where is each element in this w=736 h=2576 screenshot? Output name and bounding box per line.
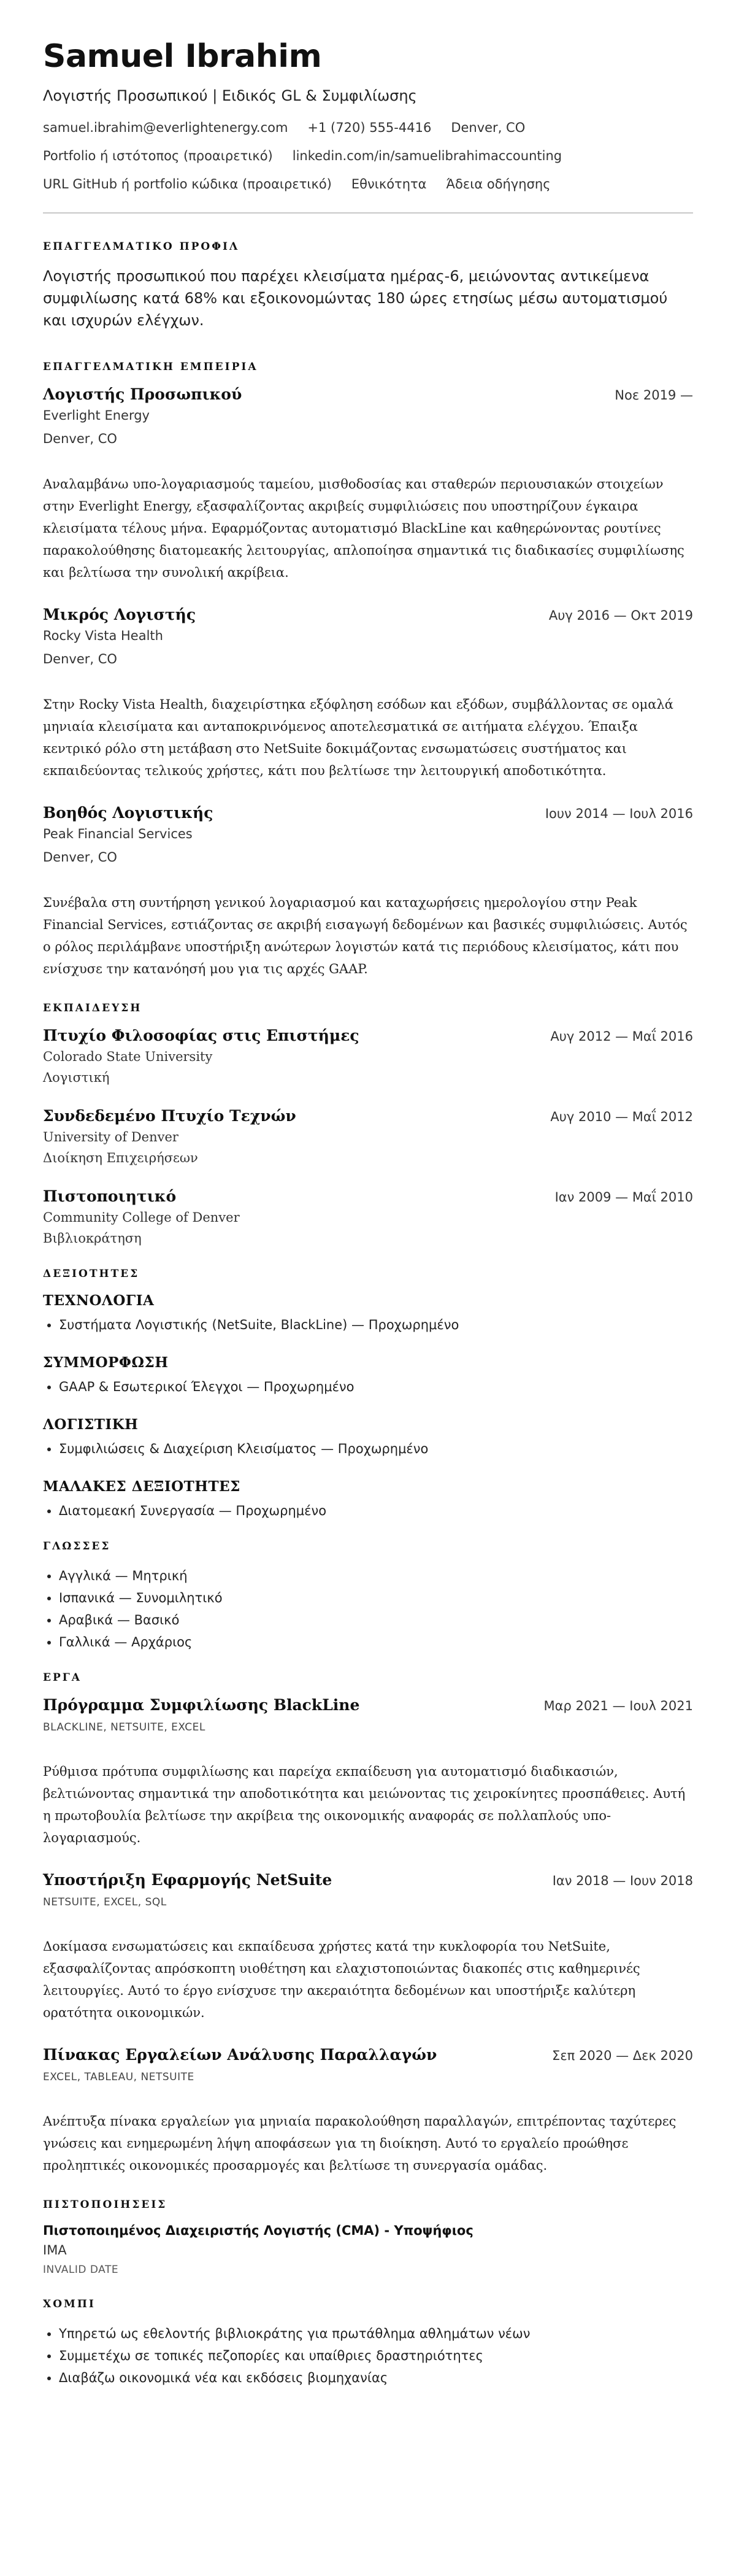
education-dates: Αυγ 2012 — Μαΐ 2016 bbox=[550, 1029, 693, 1044]
language-item: • Αραβικά — Βασικό bbox=[59, 1609, 693, 1631]
education-dates: Ιαν 2009 — Μαΐ 2010 bbox=[554, 1190, 693, 1205]
project-tech: EXCEL, TABLEAU, NETSUITE bbox=[43, 2071, 194, 2083]
job-location: Denver, CO bbox=[43, 652, 117, 666]
job-location: Denver, CO bbox=[43, 431, 117, 446]
experience-entry bbox=[43, 606, 693, 782]
header-divider bbox=[43, 212, 693, 214]
projects-title: ΕΡΓΑ bbox=[43, 1672, 82, 1684]
project-description: Ρύθμισα πρότυπα συμφιλίωσης και παρείχα εκπαίδευση για αυτοματισμό διαδικασιών, βελτιώνοντας σημαντικά την αποδοτικότητα και μειώνοντας τις χειροκίνητες προσπάθειες. Αυτή η πρωτοβουλία βελτίωσε την ακρίβεια της οικονομικής αναφοράς σε πολλαπλούς υπο-λογαριασμούς. bbox=[43, 1764, 686, 1845]
skill-category: ΤΕΧΝΟΛΟΓΙΑ bbox=[43, 1292, 155, 1309]
nationality-text: Εθνικότητα bbox=[351, 177, 427, 191]
project-name: Υποστήριξη Εφαρμογής NetSuite bbox=[43, 1871, 332, 1889]
project-name: Πίνακας Εργαλείων Ανάλυσης Παραλλαγών bbox=[43, 2046, 437, 2064]
candidate-name: Samuel Ibrahim bbox=[43, 38, 322, 75]
degree-title: Συνδεδεμένο Πτυχίο Τεχνών bbox=[43, 1107, 296, 1125]
certifications-title: ΠΙΣΤΟΠΟΙΗΣΕΙΣ bbox=[43, 2199, 167, 2211]
education-entry bbox=[43, 1107, 693, 1165]
phone-text: +1 (720) 555-4416 bbox=[307, 120, 432, 135]
company-name: Peak Financial Services bbox=[43, 827, 193, 841]
education-entry bbox=[43, 1187, 693, 1246]
company-name: Rocky Vista Health bbox=[43, 628, 163, 643]
education-title: ΕΚΠΑΙΔΕΥΣΗ bbox=[43, 1002, 142, 1014]
project-tech: NETSUITE, EXCEL, SQL bbox=[43, 1896, 167, 1908]
field-of-study: Διοίκηση Επιχειρήσεων bbox=[43, 1151, 198, 1165]
skill-item: • Συμφιλιώσεις & Διαχείριση Κλεισίματος — Προχωρημένο bbox=[59, 1438, 693, 1460]
linkedin-link[interactable]: linkedin.com/in/samuelibrahimaccounting bbox=[292, 148, 562, 163]
project-dates: Ιαν 2018 — Ιουν 2018 bbox=[552, 1873, 693, 1888]
languages-section bbox=[43, 1540, 693, 1653]
certification-entry bbox=[43, 2223, 693, 2276]
job-dates: Αυγ 2016 — Οκτ 2019 bbox=[548, 608, 693, 623]
skill-item: • Συστήματα Λογιστικής (NetSuite, BlackLine) — Προχωρημένο bbox=[59, 1314, 693, 1336]
skill-item: • GAAP & Εσωτερικοί Έλεγχοι — Προχωρημένο bbox=[59, 1376, 693, 1398]
project-entry bbox=[43, 2046, 693, 2177]
skill-list bbox=[43, 1500, 693, 1522]
job-description: Συνέβαλα στη συντήρηση γενικού λογαριασμού και καταχωρήσεις ημερολογίου στην Peak Financial Services, εστιάζοντας σε ακριβή εισαγωγή δεδομένων και βασικές συμφιλιώσεις. Αυτός ο ρόλος περιλάμβανε υποστήριξη ανώτερων λογιστών κατά τις περιόδους κλεισίματος, κάτι που ενίσχυσε την κατανόησή μου για τις αρχές GAAP. bbox=[43, 895, 688, 976]
skill-list bbox=[43, 1376, 693, 1398]
hobby-list bbox=[43, 2323, 693, 2389]
hobbies-section bbox=[43, 2298, 693, 2389]
experience-entry bbox=[43, 804, 693, 980]
skills-section bbox=[43, 1268, 693, 1522]
skill-list bbox=[43, 1438, 693, 1460]
experience-title: ΕΠΑΓΓΕΛΜΑΤΙΚΗ ΕΜΠΕΙΡΙΑ bbox=[43, 361, 258, 373]
skills-title: ΔΕΞΙΟΤΗΤΕΣ bbox=[43, 1268, 140, 1280]
project-tech: BLACKLINE, NETSUITE, EXCEL bbox=[43, 1721, 205, 1733]
skill-category: ΛΟΓΙΣΤΙΚΗ bbox=[43, 1416, 139, 1433]
project-description: Ανέπτυξα πίνακα εργαλείων για μηνιαία παρακολούθηση παραλλαγών, επιτρέποντας ταχύτερες γνώσεις και ενημερωμένη λήψη αποφάσεων για τη διοίκηση. Αυτό το εργαλείο προώθησε προληπτικές οικονομικές προσαρμογές και βελτίωσε τη συνεργασία ομάδας. bbox=[43, 2114, 677, 2173]
education-section bbox=[43, 1002, 693, 1246]
hobby-item: • Συμμετέχω σε τοπικές πεζοπορίες και υπαίθριες δραστηριότητες bbox=[59, 2345, 693, 2367]
language-item: • Γαλλικά — Αρχάριος bbox=[59, 1631, 693, 1653]
school-name: Colorado State University bbox=[43, 1049, 213, 1064]
certifications-section bbox=[43, 2199, 693, 2276]
skill-category: ΜΑΛΑΚΕΣ ΔΕΞΙΟΤΗΤΕΣ bbox=[43, 1478, 240, 1495]
field-of-study: Λογιστική bbox=[43, 1070, 110, 1085]
hobbies-title: ΧΟΜΠΙ bbox=[43, 2298, 96, 2310]
hobby-item: • Διαβάζω οικονομικά νέα και εκδόσεις βιομηχανίας bbox=[59, 2367, 693, 2389]
degree-title: Πιστοποιητικό bbox=[43, 1187, 177, 1205]
job-description: Στην Rocky Vista Health, διαχειρίστηκα εξόφληση εσόδων και εξόδων, συμβάλλοντας σε ομαλά μηνιαία κλεισίματα και ανταποκρινόμενος αποτελεσματικά σε αιτήματα ελέγχου. Έπαιξα κεντρικό ρόλο στη μετάβαση στο NetSuite δοκιμάζοντας ενσωματώσεις συστήματος και εκπαιδεύοντας τελικούς χρήστες, κάτι που βελτίωσε την λειτουργική αποδοτικότητα. bbox=[43, 697, 673, 778]
candidate-headline: Λογιστής Προσωπικού | Ειδικός GL & Συμφιλίωσης bbox=[43, 87, 417, 104]
projects-section bbox=[43, 1672, 693, 2177]
education-dates: Αυγ 2010 — Μαΐ 2012 bbox=[550, 1109, 693, 1124]
summary-section bbox=[43, 241, 693, 331]
experience-section bbox=[43, 361, 693, 980]
email-link[interactable]: samuel.ibrahim@everlightenergy.com bbox=[43, 120, 288, 135]
contact-row-links bbox=[43, 148, 693, 163]
school-name: University of Denver bbox=[43, 1130, 178, 1144]
skill-category: ΣΥΜΜΟΡΦΩΣΗ bbox=[43, 1354, 169, 1371]
job-dates: Ιουν 2014 — Ιουλ 2016 bbox=[545, 806, 693, 821]
resume-header bbox=[43, 38, 693, 191]
job-description: Αναλαμβάνω υπο-λογαριασμούς ταμείου, μισθοδοσίας και σταθερών περιουσιακών στοιχείων στην Everlight Energy, εξασφαλίζοντας ακριβείς συμφιλιώσεις που υποστηρίζουν έγκαιρα κλεισίματα τέλους μήνα. Εφαρμόζοντας αυτοματισμό BlackLine και καθηερώνοντας ρουτίνες παρακολούθησης διατομεακής λειτουργίας, απλοποίησα σημαντικά τις διαδικασίες συμφιλίωσης και βελτίωσα την συνολική ακρίβεια. bbox=[43, 477, 684, 580]
project-entry bbox=[43, 1696, 693, 1849]
project-dates: Μαρ 2021 — Ιουλ 2021 bbox=[543, 1699, 693, 1713]
company-name: Everlight Energy bbox=[43, 408, 150, 423]
job-title: Βοηθός Λογιστικής bbox=[43, 804, 213, 822]
location-text: Denver, CO bbox=[451, 120, 526, 135]
contact-row-extra bbox=[43, 177, 693, 191]
degree-title: Πτυχίο Φιλοσοφίας στις Επιστήμες bbox=[43, 1027, 359, 1044]
skill-list bbox=[43, 1314, 693, 1336]
skill-item: • Διατομεακή Συνεργασία — Προχωρημένο bbox=[59, 1500, 693, 1522]
job-location: Denver, CO bbox=[43, 850, 117, 865]
school-name: Community College of Denver bbox=[43, 1210, 240, 1225]
job-title: Λογιστής Προσωπικού bbox=[43, 385, 242, 403]
summary-text: Λογιστής προσωπικού που παρέχει κλεισίματα ημέρας-6, μειώνοντας αντικείμενα συμφιλίωσης κατά 68% και εξοικονομώντας 180 ώρες ετησίως μέσω αυτοματισμού και ισχυρών ελέγχων. bbox=[43, 268, 668, 329]
language-list bbox=[43, 1565, 693, 1653]
summary-title: ΕΠΑΓΓΕΛΜΑΤΙΚΟ ΠΡΟΦΙΛ bbox=[43, 241, 240, 253]
language-item: • Ισπανικά — Συνομιλητικό bbox=[59, 1587, 693, 1609]
hobby-item: • Υπηρετώ ως εθελοντής βιβλιοκράτης για πρωτάθλημα αθλημάτων νέων bbox=[59, 2323, 693, 2345]
field-of-study: Βιβλιοκράτηση bbox=[43, 1231, 142, 1246]
job-dates: Νοε 2019 — bbox=[615, 388, 693, 403]
experience-entry bbox=[43, 385, 693, 584]
portfolio-link[interactable]: Portfolio ή ιστότοπος (προαιρετικό) bbox=[43, 148, 273, 163]
project-description: Δοκίμασα ενσωματώσεις και εκπαίδευσα χρήστες κατά την κυκλοφορία του NetSuite, εξασφαλίζοντας απρόσκοπτη υιοθέτηση και ελαχιστοποιώντας διακοπές στις καθημερινές λειτουργίες. Αυτό το έργο ενίσχυσε την ακεραιότητα δεδομένων και υποστήριξε καλύτερη ορατότητα οικονομικών. bbox=[43, 1939, 640, 2020]
project-entry bbox=[43, 1871, 693, 2024]
certification-issuer: IMA bbox=[43, 2243, 67, 2258]
job-title: Μικρός Λογιστής bbox=[43, 606, 196, 623]
language-item: • Αγγλικά — Μητρική bbox=[59, 1565, 693, 1587]
github-link[interactable]: URL GitHub ή portfolio κώδικα (προαιρετικό) bbox=[43, 177, 332, 191]
certification-date: INVALID DATE bbox=[43, 2264, 119, 2276]
project-dates: Σεπ 2020 — Δεκ 2020 bbox=[552, 2048, 693, 2063]
languages-title: ΓΛΩΣΣΕΣ bbox=[43, 1540, 111, 1552]
certification-name: Πιστοποιημένος Διαχειριστής Λογιστής (CMA) - Υποψήφιος bbox=[43, 2223, 473, 2238]
project-name: Πρόγραμμα Συμφιλίωσης BlackLine bbox=[43, 1696, 360, 1714]
contact-row-primary bbox=[43, 120, 693, 135]
education-entry bbox=[43, 1027, 693, 1085]
driving-license-text: Άδεια οδήγησης bbox=[446, 177, 551, 191]
